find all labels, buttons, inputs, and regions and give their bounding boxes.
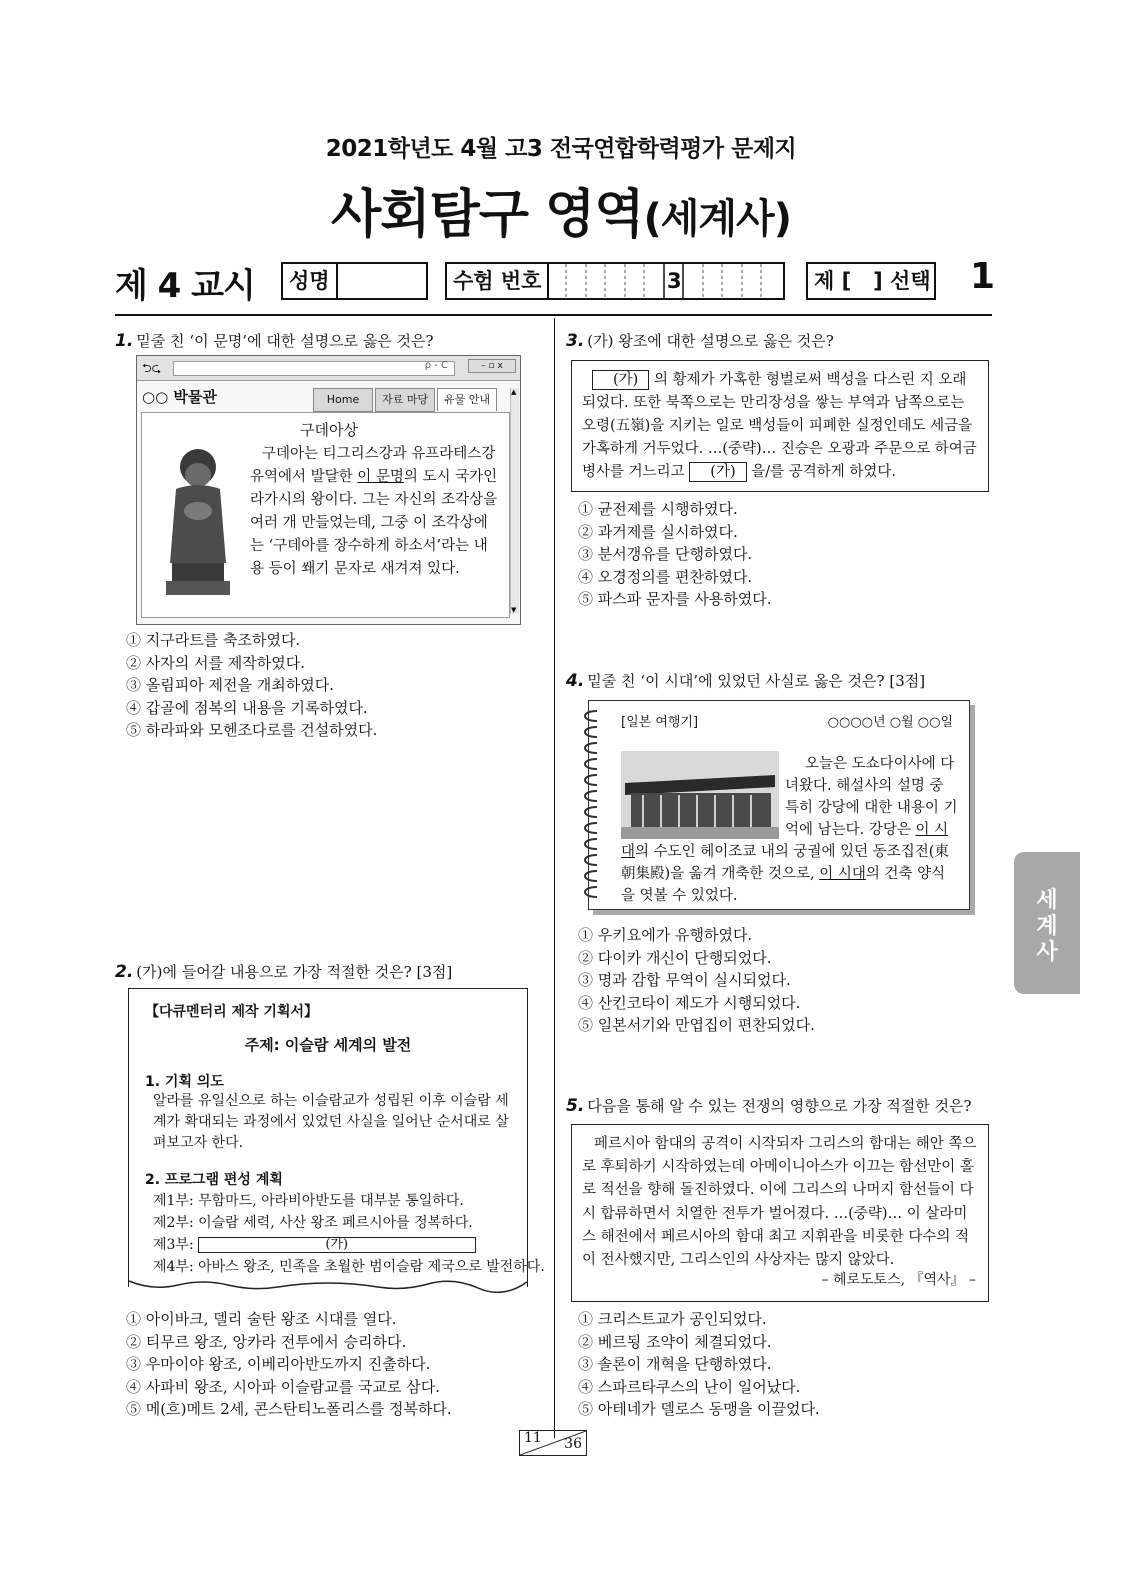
q3-option-4[interactable]: ④ 오경정의를 편찬하였다. — [578, 567, 753, 586]
q4-photo-spacer — [621, 753, 785, 841]
exam-subtitle: 2021학년도 4월 고3 전국연합학력평가 문제지 — [325, 136, 797, 162]
q4-option-5[interactable]: ⑤ 일본서기와 만엽집이 편찬되었다. — [578, 1016, 815, 1035]
scroll-down-icon: ▼ — [511, 606, 517, 614]
q3-option-5[interactable]: ⑤ 파스파 문자를 사용하였다. — [578, 590, 772, 609]
q1-option-2[interactable]: ② 사자의 서를 제작하였다. — [126, 653, 305, 672]
q2-doc-title: 【다큐멘터리 제작 기획서】 — [145, 1004, 318, 1020]
q4-number: 4. — [566, 671, 585, 691]
q1-underlined-term: 이 문명 — [357, 469, 404, 485]
name-label: 성명 — [283, 264, 338, 298]
q2-part1: 제1부: 무함마드, 아라비아반도를 대부분 통일하다. — [153, 1193, 464, 1209]
q4-text-part2: 의 수도인 헤이조쿄 내의 궁궐에 있던 동조집전(東朝集殿)을 옮겨 개축한 것으로, — [621, 844, 949, 882]
q3-option-2[interactable]: ② 과거제를 실시하였다. — [578, 522, 738, 541]
q1-option-5[interactable]: ⑤ 하라파와 모헨조다로를 건설하였다. — [126, 721, 378, 740]
q5-passage: 페르시아 함대의 공격이 시작되자 그리스의 함대는 해안 쪽으로 후퇴하기 시작하였는데 아메이니아스가 이끄는 함선만이 홀로 적선을 향해 돌진하였다. 이에 그리스의 나머지 함선들이 다시 합류하면서 치열한 전투가 벌어졌다. …(중략)… 이 살라미스 해전에서 페르시아의 함대 최고 지휘관을 비롯한 다수의 적이 전사했지만, 그리스인의 사상자는 많지 않았다. — [582, 1136, 977, 1269]
q1-option-3[interactable]: ③ 올림피아 제전을 개최하였다. — [126, 676, 334, 695]
side-tab-label: 세계사 — [1036, 888, 1058, 965]
q2-number: 2. — [115, 962, 134, 982]
q2-option-2[interactable]: ② 티무르 왕조, 앙카라 전투에서 승리하다. — [126, 1332, 407, 1351]
q3-passage-part1: 의 황제가 가혹한 형벌로써 백성을 다스린 지 오래되었다. 또한 북쪽으로는 만리장성을 쌓는 부역과 남쪽으로는 오령(五嶺)을 지키는 일로 백성들이 피폐한 실정인데도 세금을 가혹하게 거두었다. …(중략)… 진승은 오광과 주문으로 하여금 병사를 거느리고 — [582, 372, 977, 480]
q2-option-4[interactable]: ④ 사파비 왕조, 시아파 이슬람교를 국교로 삼다. — [126, 1377, 440, 1396]
q5-stem — [566, 1095, 972, 1117]
q4-diary-title: [일본 여행기] — [621, 715, 699, 730]
q1-description — [250, 443, 500, 581]
q3-passage-part2: 을/를 공격하게 하였다. — [751, 464, 896, 480]
q5-stem-text: 다음을 통해 알 수 있는 전쟁의 영향으로 가장 적절한 것은? — [587, 1097, 972, 1115]
q1-text-part2: 의 도시 국가인 라가시의 왕이다. 그는 자신의 조각상을 여러 개 만들었는데, 그중 이 조각상에는 ‘구데아를 장수하게 하소서’라는 내용 등이 쐐기 문자로 새겨져 있다. — [250, 469, 498, 577]
q1-browser-toolbar — [137, 356, 520, 381]
q1-option-1[interactable]: ① 지구라트를 축조하였다. — [126, 631, 301, 649]
q1-scrollbar — [510, 388, 519, 614]
q5-source: – 헤로도토스, 『역사』 – — [821, 1272, 976, 1288]
q4-option-2[interactable]: ② 다이카 개신이 단행되었다. — [578, 948, 772, 967]
q2-stem — [115, 961, 452, 983]
tab-data-yard: 자료 마당 — [375, 388, 435, 412]
q5-option-1[interactable]: ① 크리스트교가 공인되었다. — [578, 1310, 767, 1328]
exam-number-box — [445, 262, 785, 300]
q2-topic: 주제: 이슬람 세계의 발전 — [244, 1036, 412, 1054]
q2-options — [126, 1308, 452, 1421]
q2-option-3[interactable]: ③ 우마이야 왕조, 이베리아반도까지 진출하다. — [126, 1355, 431, 1374]
q4-diary-text — [621, 753, 959, 907]
q2-blank: (가) — [198, 1237, 476, 1253]
q1-page-content — [141, 412, 510, 618]
q2-part3-label: 제3부: — [153, 1237, 194, 1253]
exam-number-digit: 3 — [667, 269, 682, 293]
q4-stem-text: 밑줄 친 ‘이 시대’에 있었던 사실로 옳은 것은? [3점] — [587, 672, 926, 690]
search-icon: ρ - C — [424, 360, 448, 371]
subject-side-tab — [1014, 852, 1080, 994]
notebook-spiral-icon — [579, 705, 609, 905]
q1-stem-text: 밑줄 친 ‘이 문명’에 대한 설명으로 옳은 것은? — [136, 332, 434, 350]
exam-title-paren: (세계사) — [643, 196, 791, 242]
q1-browser-window — [136, 355, 521, 625]
window-controls-icon: – ▫ x — [468, 359, 516, 373]
q1-stem — [115, 330, 434, 352]
q4-option-4[interactable]: ④ 산킨코타이 제도가 시행되었다. — [578, 993, 801, 1012]
exam-title — [0, 172, 1122, 247]
q5-option-3[interactable]: ③ 솔론이 개혁을 단행하였다. — [578, 1355, 772, 1374]
page-number: 1 — [970, 256, 996, 297]
q1-number: 1. — [115, 331, 134, 351]
q5-option-4[interactable]: ④ 스파르타쿠스의 난이 일어났다. — [578, 1377, 801, 1396]
q4-text-part3: 의 건축 양식을 엿볼 수 있었다. — [621, 866, 946, 904]
q3-blank-2: (가) — [689, 462, 746, 482]
exam-title-main: 사회탐구 영역 — [331, 185, 644, 245]
tab-home: Home — [313, 388, 373, 412]
exam-number-cells — [547, 264, 783, 298]
back-forward-icon: ⮌⮎ — [142, 361, 162, 375]
q4-text-part1: 오늘은 도쇼다이사에 다녀왔다. 해설사의 설명 중 특히 강당에 대한 내용이 기억에 남는다. 강당은 — [785, 756, 958, 838]
q4-stem — [566, 670, 925, 692]
page-counter — [519, 1430, 587, 1456]
q4-notebook — [588, 700, 970, 910]
gudea-statue-image — [156, 445, 240, 599]
exam-period: 제 4 교시 — [115, 266, 255, 306]
q2-torn-edge — [128, 1279, 528, 1293]
q4-option-1[interactable]: ① 우키요에가 유행하였다. — [578, 926, 753, 944]
q3-number: 3. — [566, 331, 585, 351]
q3-passage — [582, 369, 980, 484]
q2-option-5[interactable]: ⑤ 메(흐)메트 2세, 콘스탄티노폴리스를 정복하다. — [126, 1400, 452, 1419]
q1-text-part1: 구데아는 티그리스강과 유프라테스강 유역에서 발달한 — [250, 446, 496, 485]
page-current: 11 — [524, 1430, 542, 1446]
q2-option-1[interactable]: ① 아이바크, 델리 술탄 왕조 시대를 열다. — [126, 1310, 397, 1328]
name-box — [281, 262, 428, 300]
q2-program-list — [153, 1190, 545, 1278]
q2-part4: 제4부: 아바스 왕조, 민족을 초월한 범이슬람 제국으로 발전하다. — [153, 1259, 545, 1275]
q3-option-1[interactable]: ① 균전제를 시행하였다. — [578, 500, 738, 518]
q4-diary-date: ○○○○년 ○월 ○○일 — [827, 715, 953, 730]
page-total: 36 — [564, 1436, 582, 1452]
q5-option-5[interactable]: ⑤ 아테네가 델로스 동맹을 이끌었다. — [578, 1400, 820, 1419]
exam-number-grid — [547, 264, 781, 298]
q5-number: 5. — [566, 1096, 585, 1116]
q5-options — [578, 1308, 820, 1421]
q3-options — [578, 498, 771, 611]
choice-label: 제 [ ] 선택 — [814, 269, 931, 293]
header-divider — [115, 314, 992, 316]
tab-artifact-guide: 유물 안내 — [437, 388, 497, 411]
q1-options — [126, 629, 377, 742]
q4-underlined-2: 이 시대 — [819, 866, 866, 882]
q4-underlined-1: 이 시대 — [621, 822, 949, 860]
q3-passage-box — [571, 360, 989, 492]
scroll-up-icon: ▲ — [511, 388, 517, 396]
q5-option-2[interactable]: ② 베르됭 조약이 체결되었다. — [578, 1332, 772, 1351]
q2-planning-document — [128, 988, 545, 1287]
q4-option-3[interactable]: ③ 명과 감합 무역이 실시되었다. — [578, 971, 791, 990]
q3-stem — [566, 330, 834, 352]
choice-box — [806, 262, 936, 300]
q2-section1-text: 알라를 유일신으로 하는 이슬람교가 성립된 이후 이슬람 세계가 확대되는 과정에서 있었던 사실을 일어난 순서대로 살펴보고자 한다. — [153, 1093, 509, 1151]
q3-blank-1: (가) — [592, 370, 649, 390]
exam-number-label: 수험 번호 — [447, 264, 549, 298]
q1-address-bar — [173, 361, 455, 376]
q4-options — [578, 924, 815, 1037]
q2-part3 — [153, 1234, 545, 1256]
q2-part2: 제2부: 이슬람 세력, 사산 왕조 페르시아를 정복하다. — [153, 1215, 473, 1231]
q1-option-4[interactable]: ④ 갑골에 점복의 내용을 기록하였다. — [126, 698, 368, 717]
q2-section2-title: 2. 프로그램 편성 계획 — [145, 1172, 283, 1188]
q1-heading: 구데아상 — [300, 421, 358, 439]
q5-passage-box — [571, 1124, 989, 1302]
q3-option-3[interactable]: ③ 분서갱유를 단행하였다. — [578, 545, 753, 564]
q2-stem-text: (가)에 들어갈 내용으로 가장 적절한 것은? [3점] — [136, 963, 453, 981]
q1-site-name: ○○ 박물관 — [142, 388, 217, 406]
q2-section1-title: 1. 기획 의도 — [145, 1074, 224, 1090]
column-divider — [554, 318, 555, 1438]
q3-stem-text: (가) 왕조에 대한 설명으로 옳은 것은? — [587, 332, 834, 350]
